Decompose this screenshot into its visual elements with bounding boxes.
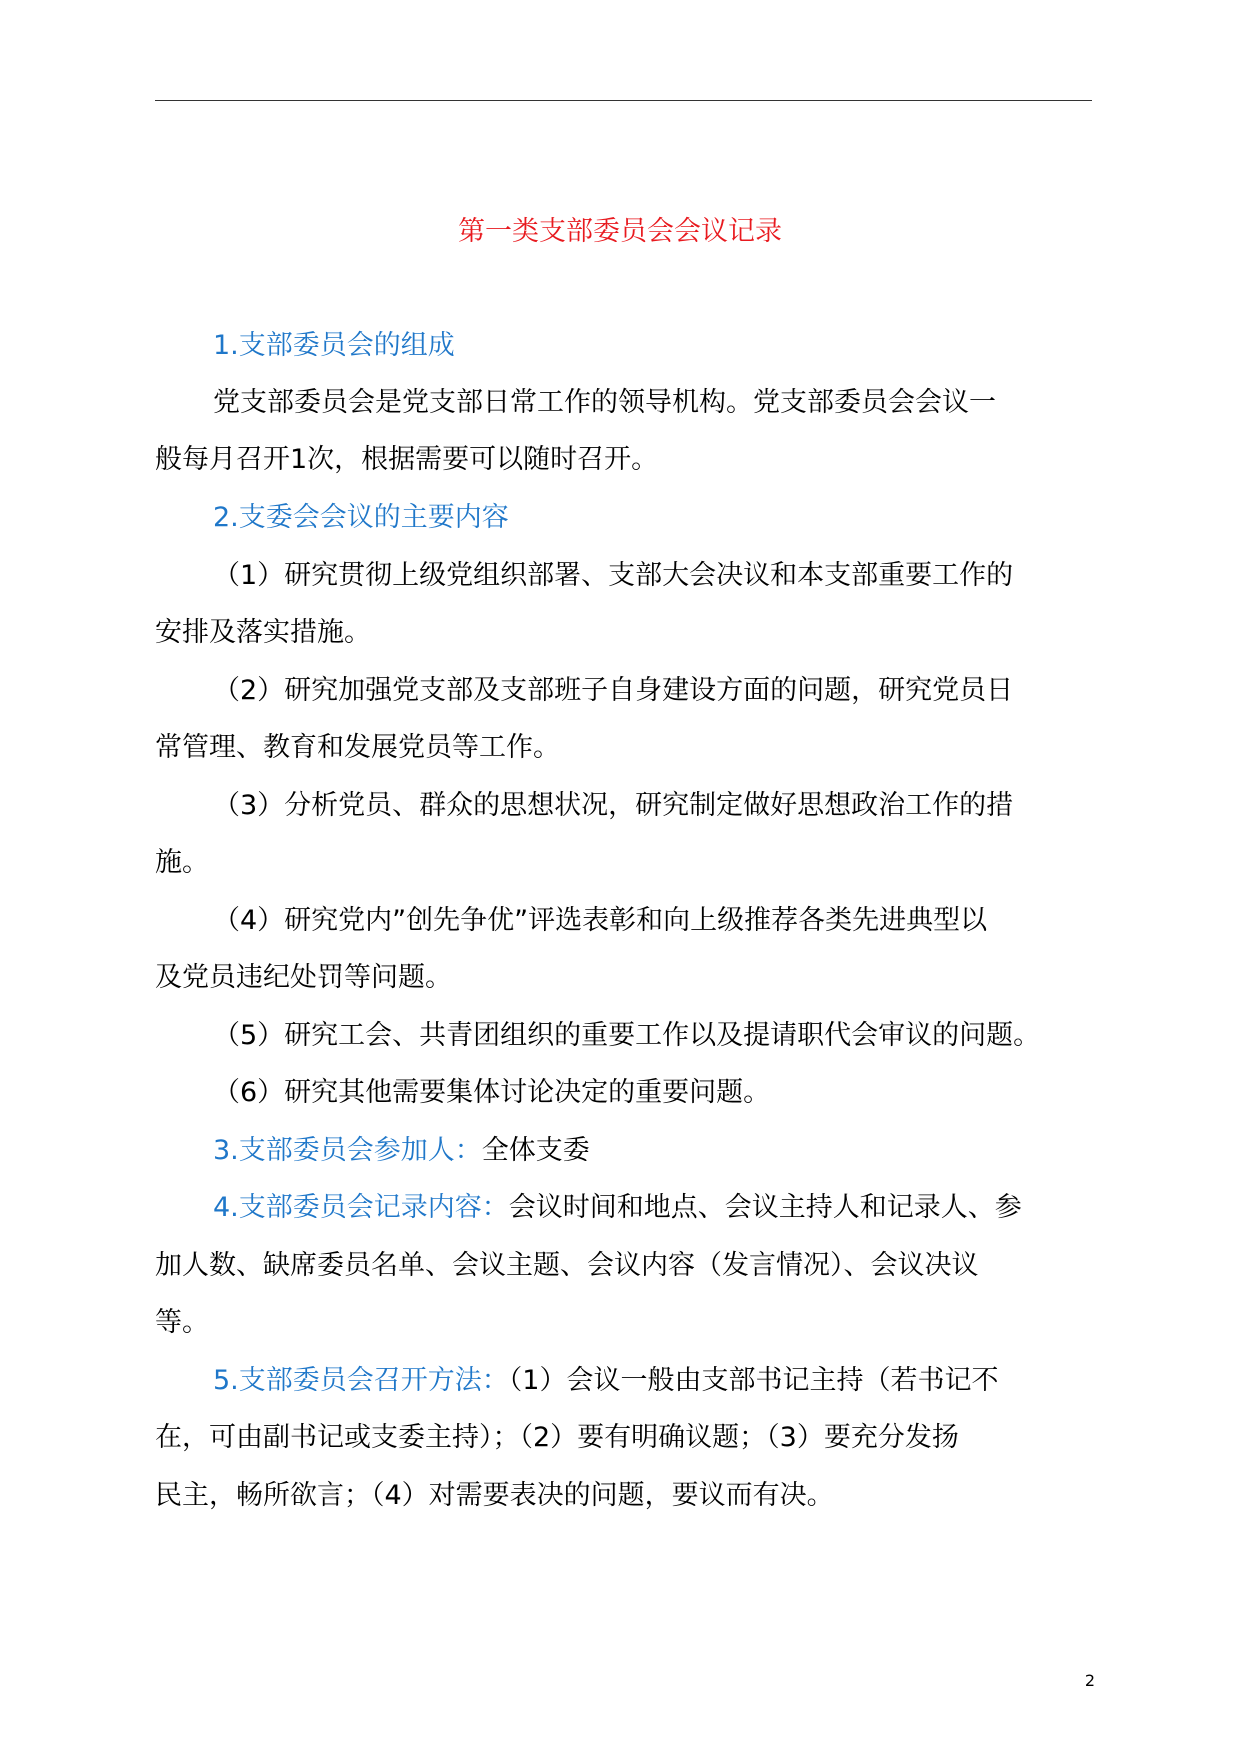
section-5-heading: 5.支部委员会召开方法： [213,1365,509,1396]
section-1-line-2: 般每月召开1次，根据需要可以随时召开。 [155,444,659,475]
section-1-heading: 1.支部委员会的组成 [213,330,455,361]
section-5-line-3: 民主，畅所欲言；（4）对需要表决的问题，要议而有决。 [155,1480,834,1511]
section-2-item-2-line-2: 常管理、教育和发展党员等工作。 [155,732,560,763]
section-3-text: 全体支委 [481,1135,590,1166]
section-2-item-3-line-1: （3）分析党员、群众的思想状况，研究制定做好思想政治工作的措 [213,790,1014,821]
section-4-line-1 [213,1188,1153,1228]
section-2-item-4-line-1: （4）研究党内”创先争优”评选表彰和向上级推荐各类先进典型以 [213,905,988,936]
section-2-heading: 2.支委会会议的主要内容 [213,502,509,533]
section-5-text-1: （1）会议一般由支部书记主持（若书记不 [508,1365,999,1396]
section-4-text-1: 会议时间和地点、会议主持人和记录人、参 [508,1192,1022,1223]
section-2-item-5-line-1: （5）研究工会、共青团组织的重要工作以及提请职代会审议的问题。 [213,1020,1041,1051]
section-5-line-1 [213,1361,1153,1401]
section-2-item-4-line-2: 及党员违纪处罚等问题。 [155,962,452,993]
section-4-line-2: 加人数、缺席委员名单、会议主题、会议内容（发言情况）、会议决议 [155,1250,979,1281]
section-5-line-2: 在，可由副书记或支委主持）；（2）要有明确议题；（3）要充分发扬 [155,1422,959,1453]
section-4-line-3: 等。 [155,1307,209,1338]
document-title: 第一类支部委员会会议记录 [458,216,782,247]
section-2-item-1-line-2: 安排及落实措施。 [155,617,371,648]
section-1-line-1: 党支部委员会是党支部日常工作的领导机构。党支部委员会会议一 [213,387,996,418]
section-3-heading: 3.支部委员会参加人： [213,1135,482,1166]
section-2-item-6-line-1: （6）研究其他需要集体讨论决定的重要问题。 [213,1077,771,1108]
section-3-line [213,1131,1153,1171]
section-2-item-3-line-2: 施。 [155,847,209,878]
section-2-item-2-line-1: （2）研究加强党支部及支部班子自身建设方面的问题，研究党员日 [213,675,1014,706]
section-2-item-1-line-1: （1）研究贯彻上级党组织部署、支部大会决议和本支部重要工作的 [213,560,1014,591]
page-number: 2 [1084,1671,1096,1690]
section-4-heading: 4.支部委员会记录内容： [213,1192,509,1223]
header-rule [155,100,1092,101]
